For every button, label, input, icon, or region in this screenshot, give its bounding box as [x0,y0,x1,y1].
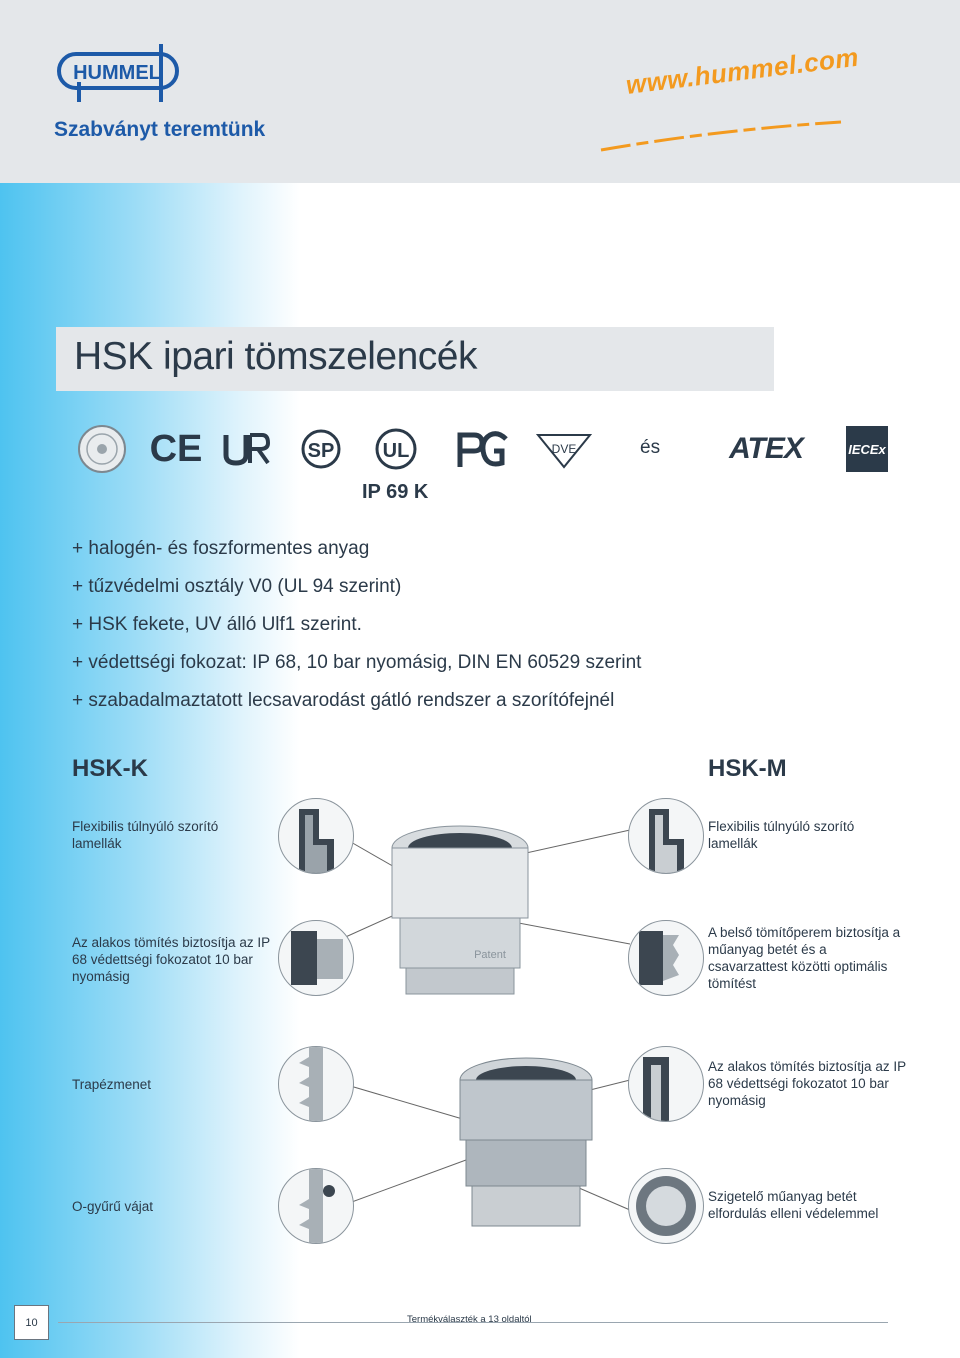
vde-text: DVE [551,442,577,456]
ip-rating: IP 69 K [362,481,429,503]
detail-zoom-k-oring [278,1168,354,1244]
page-title: HSK ipari tömszelencék [74,335,477,378]
bullet-fire-class: + tűzvédelmi osztály V0 (UL 94 szerint) [72,576,402,597]
label-k-lamellae: Flexibilis túlnyúló szorító lamellák [72,819,219,851]
label-m-seal: Az alakos tömítés biztosítja az IP 68 védettségi fokozatot 10 bar nyomásig [708,1059,906,1108]
detail-zoom-k-seal [278,920,354,996]
ul-mark-icon [374,424,418,474]
label-m-inner-seal: A belső tömítőperem biztosítja a műanyag betét és a csavarzattest közötti optimális tömítést [708,925,901,991]
hsk-k-product-illustration [380,818,540,998]
bullet-halogen: + halogén- és foszformentes anyag [72,538,370,559]
vde-mark-icon [536,424,592,474]
label-m-insert: Szigetelő műanyag betét elfordulás elleni védelemmel [708,1189,879,1221]
gost-mark-icon [452,424,510,474]
atex-mark-icon: ATEX [729,432,803,465]
seal-icon [76,424,128,474]
page-number: 10 [14,1305,49,1340]
certification-connector: és [640,437,661,458]
csa-mark-icon [300,424,342,474]
bullet-protection: + védettségi fokozat: IP 68, 10 bar nyomásig, DIN EN 60529 szerint [72,652,642,673]
csa-text: SP [307,440,335,462]
hummel-logo [55,42,185,104]
detail-zoom-k-lamellae [278,798,354,874]
swoosh-decoration [596,120,846,156]
hsk-m-product-illustration [446,1052,606,1232]
bullet-uv: + HSK fekete, UV álló Ulf1 szerint. [72,614,362,635]
detail-zoom-m-seal [628,1046,704,1122]
patent-label: Patent [474,949,506,961]
iecex-mark-icon: IECEx [846,426,888,472]
logo-text: HUMMEL [73,62,161,84]
detail-zoom-k-thread [278,1046,354,1122]
label-k-thread: Trapézmenet [72,1077,152,1092]
ul-text: UL [382,440,410,462]
detail-zoom-m-lamellae [628,798,704,874]
label-k-seal: Az alakos tömítés biztosítja az IP 68 védettségi fokozatot 10 bar nyomásig [72,935,270,984]
label-k-oring: O-gyűrű vájat [72,1199,154,1214]
detail-zoom-m-inner-seal [628,920,704,996]
section-title-hsk-m: HSK-M [708,755,787,782]
website-url[interactable]: www.hummel.com [624,41,861,101]
label-m-lamellae: Flexibilis túlnyúló szorító lamellák [708,819,855,851]
ce-mark-icon: CE [149,427,203,470]
ur-mark-icon [222,424,270,474]
bullet-patent: + szabadalmaztatott lecsavarodást gátló rendszer a szorítófejnél [72,690,615,711]
tagline: Szabványt teremtünk [54,118,266,141]
footer-note: Termékválaszték a 13 oldaltól [407,1314,532,1325]
section-title-hsk-k: HSK-K [72,755,148,782]
detail-zoom-m-insert [628,1168,704,1244]
